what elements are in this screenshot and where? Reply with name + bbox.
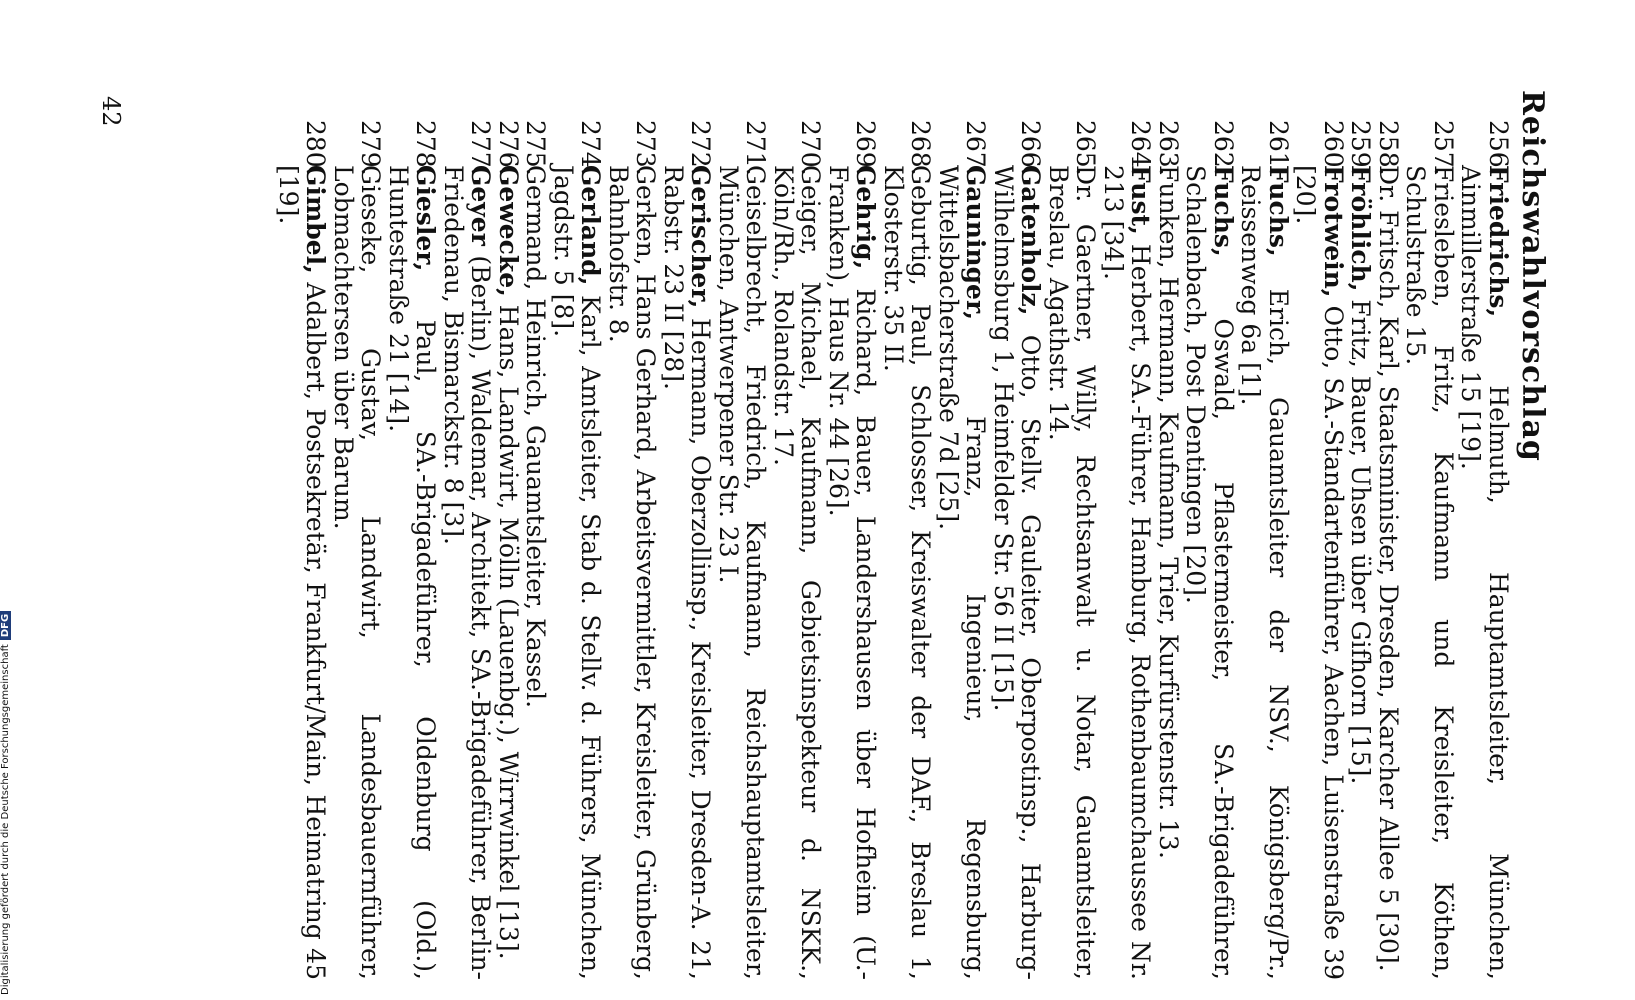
list-item	[385, 120, 440, 980]
entry-number: 259.	[1346, 120, 1376, 176]
list-item	[660, 120, 715, 980]
entry-number: 267.	[961, 120, 991, 176]
entry-name: Frotwein,	[1319, 165, 1348, 298]
entry-details: Geburtig, Paul, Schlosser, Kreiswalter der DAF., Breslau 1, Klosterstr. 35 II.	[879, 165, 936, 980]
entry-name: Giesler,	[411, 165, 441, 272]
entry-number: 258.	[1374, 120, 1403, 176]
entry-number: 257.	[1429, 120, 1458, 176]
entry-name: Fust,	[1126, 165, 1156, 235]
entry-details: Helmuth, Hauptamtsleiter, München, Ainmillerstraße 15 [19].	[1456, 165, 1513, 980]
page-number: 42	[97, 96, 125, 127]
entry-number: 260.	[1319, 120, 1348, 176]
entry-details: Hans, Landwirt, Mölln (Lauenbg.), Wirrwinkel [13].	[494, 296, 523, 960]
entry-number: 269.	[851, 120, 881, 176]
page-header: Reichswahlvorschlag	[1515, 90, 1550, 462]
list-item	[605, 120, 660, 980]
entry-number: 276.	[494, 120, 523, 176]
entry-number: 262.	[1209, 120, 1238, 176]
list-item	[715, 120, 770, 980]
entry-details: Adalbert, Postsekretär, Frankfurt/Main, Heimatring 45 [19].	[274, 165, 331, 980]
entry-number: 264.	[1126, 120, 1156, 176]
entry-details: (Berlin), Waldemar, Architekt, SA.-Brigadeführer, Berlin-Friedenau, Bismarckstr. 8 [3].	[439, 165, 496, 980]
list-item	[1347, 120, 1375, 980]
list-item	[440, 120, 495, 980]
list-item	[770, 120, 825, 980]
entry-name: Fuchs,	[1264, 165, 1293, 257]
list-item	[880, 120, 935, 980]
list-item	[1155, 120, 1183, 980]
list-item	[330, 120, 385, 980]
entry-name: Gatenholz,	[1016, 165, 1046, 316]
entry-name: Geyer	[466, 165, 496, 246]
entry-details: Otto, SA.-Standartenführer, Aachen, Luisenstraße 39 [20].	[1291, 165, 1348, 980]
entry-number: 278.	[411, 120, 441, 176]
entry-name: Fröhlich,	[1346, 165, 1376, 292]
entry-list	[275, 120, 1513, 980]
entry-name: Friedrichs,	[1484, 165, 1513, 318]
entry-details: Funken, Hermann, Kaufmann, Trier, Kurfürstenstr. 13.	[1154, 165, 1183, 859]
list-item	[1292, 120, 1347, 980]
entry-number: 280.	[301, 120, 331, 176]
entry-number: 270.	[796, 120, 826, 176]
list-item	[990, 120, 1045, 980]
entry-details: Hermann, Oberzollinsp., Kreisleiter, Dresden-A. 21, Rabstr. 23 II [28].	[659, 165, 716, 980]
entry-details: Paul, SA.-Brigadeführer, Oldenburg (Old.), Huntestraße 21 [14].	[384, 165, 441, 980]
list-item	[495, 120, 523, 980]
list-item	[550, 120, 605, 980]
entry-name: Gehrig,	[851, 165, 881, 270]
list-item	[1100, 120, 1155, 980]
credit-text: Digitalisierung gefördert durch die Deutsche Forschungsgemeinschaft	[0, 644, 11, 995]
entry-number: 271.	[741, 120, 771, 176]
entry-details: Richard, Bauer, Landershausen über Hofheim (U.-Franken), Haus Nr. 44 [26].	[824, 165, 881, 980]
entry-details: Dr. Gaertner, Willy, Rechtsanwalt u. Notar, Gauamtsleiter, Breslau, Agathstr. 14.	[1044, 165, 1101, 980]
list-item	[1375, 120, 1403, 980]
dfg-logo: DFG	[0, 611, 11, 640]
list-item	[935, 120, 990, 980]
entry-name: Fuchs,	[1209, 165, 1238, 257]
list-item	[1457, 120, 1512, 980]
list-item	[1045, 120, 1100, 980]
entry-number: 277.	[466, 120, 496, 176]
digitization-credit	[0, 611, 11, 995]
entry-details: Karl, Amtsleiter, Stab d. Stellv. d. Führers, München, Jagdstr. 5 [8].	[549, 165, 606, 980]
entry-name: Gimbel,	[301, 165, 331, 274]
entry-details: Gieseke, Gustav, Landwirt, Landesbauernführer, Lobmachtersen über Barum.	[329, 165, 386, 980]
entry-details: Erich, Gauamtsleiter der NSV., Königsberg/Pr., Reissenweg 6a [1].	[1236, 165, 1293, 980]
entry-number: 266.	[1016, 120, 1046, 176]
entry-name: Gerland,	[576, 165, 606, 286]
entry-number: 263.	[1154, 120, 1183, 176]
entry-name: Gerischer,	[686, 165, 716, 309]
list-item	[1182, 120, 1237, 980]
entry-number: 275.	[521, 120, 551, 176]
list-item	[1237, 120, 1292, 980]
entry-number: 261.	[1264, 120, 1293, 176]
entry-name: Gauninger,	[961, 165, 991, 321]
entry-details: Oswald, Pflastermeister, SA.-Brigadeführer, Schalenbach, Post Dentingen [20].	[1181, 165, 1238, 980]
entry-details: Geiselbrecht, Friedrich, Kaufmann, Reichshauptamtsleiter, München, Antwerpener Str. 23 I.	[714, 165, 771, 980]
entry-details: Franz, Ingenieur, Regensburg, Wittelsbacherstraße 7d [25].	[934, 165, 991, 980]
list-item	[275, 120, 330, 980]
entry-details: Herbert, SA.-Führer, Hamburg, Rothenbaumchaussee Nr. 213 [34].	[1099, 165, 1156, 980]
entry-name: Gewecke,	[494, 165, 523, 297]
list-item	[825, 120, 880, 980]
list-item	[522, 120, 550, 980]
entry-details: Friesleben, Fritz, Kaufmann und Kreisleiter, Köthen, Schulstraße 15.	[1401, 165, 1458, 980]
entry-number: 256.	[1484, 120, 1513, 176]
entry-details: Geiger, Michael, Kaufmann, Gebietsinspekteur d. NSKK., Köln/Rh., Rolandstr. 17.	[769, 165, 826, 980]
entry-details: Fritz, Bauer, Uhsen über Gifhorn [15].	[1346, 291, 1376, 785]
entry-number: 265.	[1071, 120, 1101, 176]
entry-details: Dr. Fritsch, Karl, Staatsminister, Dresden, Karcher Allee 5 [30].	[1374, 165, 1403, 972]
entry-details: Gerken, Hans Gerhard, Arbeitsvermittler, Kreisleiter, Grünberg, Bahnhofstr. 8.	[604, 165, 661, 980]
entry-number: 268.	[906, 120, 936, 176]
list-item	[1402, 120, 1457, 980]
entry-number: 272.	[686, 120, 716, 176]
entry-number: 279.	[356, 120, 386, 176]
entry-details: Germand, Heinrich, Gauamtsleiter, Kassel.	[521, 165, 551, 709]
entry-number: 273.	[631, 120, 661, 176]
entry-details: Otto, Stellv. Gauleiter, Oberpostinsp., Harburg-Wilhelmsburg 1, Heimfelder Str. 56 II [15].	[989, 165, 1046, 980]
entry-number: 274.	[576, 120, 606, 176]
